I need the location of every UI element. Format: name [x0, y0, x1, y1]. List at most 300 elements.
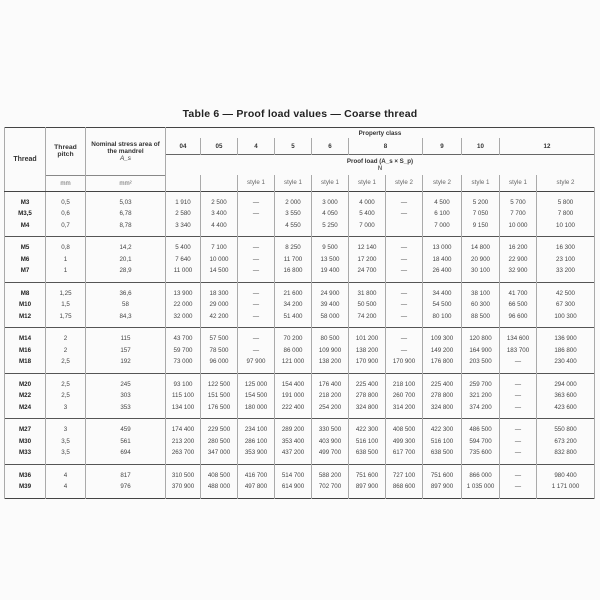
proof-load-cell: 347 000: [201, 447, 238, 464]
pitch-cell: 1: [46, 265, 86, 282]
proof-load-cell: —: [500, 356, 537, 373]
thread-cell: M22: [5, 390, 46, 402]
proof-load-cell: —: [500, 390, 537, 402]
pitch-cell: 2: [46, 328, 86, 345]
area-cell: 817: [86, 464, 166, 481]
table-row: [5, 237, 595, 254]
proof-load-cell: 18 400: [423, 254, 462, 266]
proof-load-cell: 34 400: [423, 282, 462, 299]
proof-load-cell: 324 800: [423, 402, 462, 419]
proof-load-cell: 80 100: [423, 311, 462, 328]
table-row: [5, 402, 595, 419]
header-thread-pitch: Thread pitch: [46, 128, 86, 176]
proof-load-cell: 5 800: [537, 191, 595, 208]
proof-load-cell: 363 600: [537, 390, 595, 402]
proof-load-cell: 614 900: [275, 481, 312, 498]
pitch-cell: 1,5: [46, 299, 86, 311]
proof-load-cell: 24 700: [349, 265, 386, 282]
proof-load-cell: —: [500, 402, 537, 419]
proof-load-cell: 10 100: [537, 220, 595, 237]
proof-load-cell: 4 500: [423, 191, 462, 208]
thread-cell: M18: [5, 356, 46, 373]
proof-load-cell: 897 900: [423, 481, 462, 498]
proof-load-cell: 2 500: [201, 191, 238, 208]
area-cell: 245: [86, 373, 166, 390]
proof-load-cell: 42 200: [201, 311, 238, 328]
table-row: [5, 311, 595, 328]
proof-load-label: Proof load (A_s × S_p): [346, 158, 414, 165]
area-cell: 694: [86, 447, 166, 464]
proof-load-cell: 832 800: [537, 447, 595, 464]
proof-load-cell: 100 300: [537, 311, 595, 328]
header-proof-load: [166, 155, 595, 176]
proof-load-cell: 2 580: [166, 208, 201, 220]
proof-load-cell: 138 200: [312, 356, 349, 373]
proof-load-cell: 96 000: [201, 356, 238, 373]
proof-load-cell: 97 900: [238, 356, 275, 373]
proof-load-cell: 151 500: [201, 390, 238, 402]
proof-load-cell: —: [500, 464, 537, 481]
proof-load-cell: 638 500: [349, 447, 386, 464]
proof-load-cell: 58 000: [312, 311, 349, 328]
proof-load-cell: 183 700: [500, 345, 537, 357]
stress-area-label: Nominal stress area of the mandrel: [91, 140, 160, 155]
style-10: style 1: [462, 175, 500, 191]
table-row: [5, 208, 595, 220]
proof-load-cell: 120 800: [462, 328, 500, 345]
proof-load-cell: 868 600: [386, 481, 423, 498]
proof-load-cell: 43 700: [166, 328, 201, 345]
proof-load-cell: —: [386, 254, 423, 266]
proof-load-cell: 408 500: [386, 419, 423, 436]
table-row: [5, 419, 595, 436]
proof-load-cell: 9 500: [312, 237, 349, 254]
area-cell: 353: [86, 402, 166, 419]
proof-load-cell: 751 600: [349, 464, 386, 481]
class-8: 8: [349, 138, 423, 155]
proof-load-cell: —: [500, 436, 537, 448]
proof-load-cell: 154 400: [275, 373, 312, 390]
proof-load-cell: 12 140: [349, 237, 386, 254]
proof-load-cell: 14 800: [462, 237, 500, 254]
area-cell: 157: [86, 345, 166, 357]
pitch-cell: 3: [46, 402, 86, 419]
proof-load-cell: 330 500: [312, 419, 349, 436]
pitch-cell: 1: [46, 254, 86, 266]
class-05: 05: [201, 138, 238, 155]
thread-cell: M10: [5, 299, 46, 311]
proof-load-cell: —: [238, 191, 275, 208]
proof-load-cell: 186 800: [537, 345, 595, 357]
table-row: [5, 191, 595, 208]
proof-load-cell: 499 700: [312, 447, 349, 464]
pitch-cell: 0,8: [46, 237, 86, 254]
area-cell: 5,03: [86, 191, 166, 208]
proof-load-cell: 416 700: [238, 464, 275, 481]
proof-load-cell: 314 200: [386, 402, 423, 419]
table-row: [5, 390, 595, 402]
proof-load-cell: 149 200: [423, 345, 462, 357]
thread-cell: M16: [5, 345, 46, 357]
style-5: style 1: [275, 175, 312, 191]
proof-load-cell: —: [238, 282, 275, 299]
proof-load-cell: 3 000: [312, 191, 349, 208]
proof-load-cell: 8 250: [275, 237, 312, 254]
table-row: [5, 220, 595, 237]
proof-load-cell: 980 400: [537, 464, 595, 481]
class-6: 6: [312, 138, 349, 155]
proof-load-cell: 263 700: [166, 447, 201, 464]
proof-load-cell: 121 000: [275, 356, 312, 373]
proof-load-cell: 1 910: [166, 191, 201, 208]
proof-load-cell: 638 500: [423, 447, 462, 464]
proof-load-cell: —: [500, 447, 537, 464]
proof-load-cell: 38 100: [462, 282, 500, 299]
proof-load-cell: 673 200: [537, 436, 595, 448]
proof-load-cell: 218 200: [312, 390, 349, 402]
proof-load-cell: 516 100: [423, 436, 462, 448]
proof-load-cell: 16 800: [275, 265, 312, 282]
proof-load-cell: 174 400: [166, 419, 201, 436]
proof-load-cell: 254 200: [312, 402, 349, 419]
proof-load-cell: [238, 220, 275, 237]
proof-load-cell: 225 400: [349, 373, 386, 390]
pitch-unit: mm: [46, 175, 86, 191]
proof-load-cell: 10 000: [201, 254, 238, 266]
proof-load-cell: 66 500: [500, 299, 537, 311]
table-row: [5, 436, 595, 448]
thread-cell: M14: [5, 328, 46, 345]
proof-load-cell: 5 250: [312, 220, 349, 237]
proof-load-unit: N: [377, 165, 383, 172]
table-row: [5, 447, 595, 464]
proof-load-cell: 260 700: [386, 390, 423, 402]
proof-load-cell: 514 700: [275, 464, 312, 481]
proof-load-cell: —: [238, 208, 275, 220]
proof-load-cell: 13 000: [423, 237, 462, 254]
proof-load-cell: 550 800: [537, 419, 595, 436]
proof-load-cell: 203 500: [462, 356, 500, 373]
thread-cell: M30: [5, 436, 46, 448]
proof-load-cell: 115 100: [166, 390, 201, 402]
proof-load-cell: 499 300: [386, 436, 423, 448]
proof-load-cell: 4 550: [275, 220, 312, 237]
proof-load-cell: 370 900: [166, 481, 201, 498]
area-cell: 192: [86, 356, 166, 373]
pitch-cell: 2,5: [46, 373, 86, 390]
proof-load-cell: 21 600: [275, 282, 312, 299]
area-cell: 115: [86, 328, 166, 345]
style-04: [166, 175, 201, 191]
pitch-cell: 3,5: [46, 447, 86, 464]
proof-load-cell: 423 600: [537, 402, 595, 419]
proof-load-cell: 16 300: [537, 237, 595, 254]
proof-load-cell: 321 200: [462, 390, 500, 402]
proof-load-cell: 218 100: [386, 373, 423, 390]
area-cell: 28,9: [86, 265, 166, 282]
class-9: 9: [423, 138, 462, 155]
proof-load-cell: —: [386, 237, 423, 254]
proof-load-cell: 30 100: [462, 265, 500, 282]
proof-load-cell: —: [500, 481, 537, 498]
proof-load-cell: 96 600: [500, 311, 537, 328]
area-cell: 976: [86, 481, 166, 498]
proof-load-cell: —: [238, 237, 275, 254]
proof-load-cell: 18 300: [201, 282, 238, 299]
proof-load-cell: 213 200: [166, 436, 201, 448]
proof-load-cell: 32 000: [166, 311, 201, 328]
pitch-cell: 0,7: [46, 220, 86, 237]
proof-load-cell: 50 500: [349, 299, 386, 311]
proof-load-cell: 60 300: [462, 299, 500, 311]
proof-load-cell: 101 200: [349, 328, 386, 345]
proof-load-cell: 374 200: [462, 402, 500, 419]
proof-load-cell: 437 200: [275, 447, 312, 464]
proof-load-cell: 20 900: [462, 254, 500, 266]
proof-load-cell: 29 000: [201, 299, 238, 311]
proof-load-cell: 488 000: [201, 481, 238, 498]
proof-load-cell: 310 500: [166, 464, 201, 481]
proof-load-cell: 109 300: [423, 328, 462, 345]
style-8-1: style 1: [349, 175, 386, 191]
proof-load-cell: 4 400: [201, 220, 238, 237]
proof-load-cell: —: [386, 191, 423, 208]
proof-load-cell: —: [386, 282, 423, 299]
proof-load-cell: 59 700: [166, 345, 201, 357]
proof-load-cell: 516 100: [349, 436, 386, 448]
style-6: style 1: [312, 175, 349, 191]
thread-cell: M4: [5, 220, 46, 237]
proof-load-cell: 122 500: [201, 373, 238, 390]
proof-load-cell: 16 200: [500, 237, 537, 254]
proof-load-cell: 70 200: [275, 328, 312, 345]
table-row: [5, 345, 595, 357]
proof-load-cell: 14 500: [201, 265, 238, 282]
proof-load-cell: 67 300: [537, 299, 595, 311]
proof-load-cell: 191 000: [275, 390, 312, 402]
pitch-cell: 4: [46, 464, 86, 481]
proof-load-cell: 735 600: [462, 447, 500, 464]
proof-load-cell: 353 900: [238, 447, 275, 464]
proof-load-cell: —: [238, 328, 275, 345]
area-cell: 20,1: [86, 254, 166, 266]
proof-load-cell: 594 700: [462, 436, 500, 448]
proof-load-cell: 31 800: [349, 282, 386, 299]
pitch-cell: 2,5: [46, 356, 86, 373]
style-12-2: style 2: [537, 175, 595, 191]
table-row: [5, 265, 595, 282]
class-04: 04: [166, 138, 201, 155]
proof-load-cell: 408 500: [201, 464, 238, 481]
class-5: 5: [275, 138, 312, 155]
proof-load-cell: —: [238, 311, 275, 328]
thread-cell: M12: [5, 311, 46, 328]
proof-load-cell: 57 500: [201, 328, 238, 345]
pitch-cell: 3,5: [46, 436, 86, 448]
proof-load-cell: 9 150: [462, 220, 500, 237]
proof-load-cell: 286 100: [238, 436, 275, 448]
class-10: 10: [462, 138, 500, 155]
proof-load-cell: 422 300: [349, 419, 386, 436]
proof-load-cell: 234 100: [238, 419, 275, 436]
proof-load-cell: 230 400: [537, 356, 595, 373]
proof-load-cell: 138 200: [349, 345, 386, 357]
pitch-cell: 1,75: [46, 311, 86, 328]
pitch-cell: 2,5: [46, 390, 86, 402]
proof-load-cell: 702 700: [312, 481, 349, 498]
proof-load-cell: 13 500: [312, 254, 349, 266]
proof-load-cell: 7 700: [500, 208, 537, 220]
thread-cell: M27: [5, 419, 46, 436]
thread-cell: M5: [5, 237, 46, 254]
proof-load-cell: 13 900: [166, 282, 201, 299]
proof-load-cell: 22 000: [166, 299, 201, 311]
proof-load-cell: 176 400: [312, 373, 349, 390]
proof-load-cell: 294 000: [537, 373, 595, 390]
proof-load-cell: 7 000: [423, 220, 462, 237]
table-row: [5, 356, 595, 373]
table-title: Table 6 — Proof load values — Coarse thread: [182, 108, 418, 120]
proof-load-cell: 486 500: [462, 419, 500, 436]
proof-load-cell: 4 050: [312, 208, 349, 220]
proof-load-cell: 54 500: [423, 299, 462, 311]
proof-load-cell: 278 800: [349, 390, 386, 402]
proof-load-cell: 7 800: [537, 208, 595, 220]
area-unit: mm²: [86, 175, 166, 191]
proof-load-cell: 5 700: [500, 191, 537, 208]
thread-cell: M24: [5, 402, 46, 419]
proof-load-cell: —: [238, 345, 275, 357]
proof-load-cell: 11 000: [166, 265, 201, 282]
proof-load-cell: 10 000: [500, 220, 537, 237]
proof-load-cell: 280 500: [201, 436, 238, 448]
pitch-cell: 2: [46, 345, 86, 357]
proof-load-cell: —: [500, 419, 537, 436]
proof-load-cell: 93 100: [166, 373, 201, 390]
proof-load-cell: 42 500: [537, 282, 595, 299]
table-row: [5, 464, 595, 481]
thread-cell: M3,5: [5, 208, 46, 220]
table-body: [5, 191, 595, 498]
thread-cell: M39: [5, 481, 46, 498]
area-cell: 561: [86, 436, 166, 448]
proof-load-cell: 11 700: [275, 254, 312, 266]
proof-load-cell: 4 000: [349, 191, 386, 208]
proof-load-cell: 727 100: [386, 464, 423, 481]
proof-load-cell: 866 000: [462, 464, 500, 481]
table-row: [5, 373, 595, 390]
area-cell: 36,6: [86, 282, 166, 299]
proof-load-cell: 73 000: [166, 356, 201, 373]
style-4: style 1: [238, 175, 275, 191]
proof-load-cell: 78 500: [201, 345, 238, 357]
area-cell: 8,78: [86, 220, 166, 237]
proof-load-cell: 1 171 000: [537, 481, 595, 498]
proof-load-cell: 617 700: [386, 447, 423, 464]
pitch-cell: 3: [46, 419, 86, 436]
proof-load-cell: 39 400: [312, 299, 349, 311]
table-row: [5, 328, 595, 345]
stress-area-symbol: A_s: [119, 154, 131, 162]
proof-load-cell: 3 340: [166, 220, 201, 237]
proof-load-cell: 5 400: [166, 237, 201, 254]
proof-load-cell: 170 900: [386, 356, 423, 373]
proof-load-cell: [386, 220, 423, 237]
pitch-cell: 0,5: [46, 191, 86, 208]
proof-load-cell: 278 800: [423, 390, 462, 402]
style-9: style 2: [423, 175, 462, 191]
proof-load-cell: 22 900: [500, 254, 537, 266]
class-4: 4: [238, 138, 275, 155]
proof-load-cell: 176 500: [201, 402, 238, 419]
proof-load-cell: 229 500: [201, 419, 238, 436]
proof-load-cell: 422 300: [423, 419, 462, 436]
proof-load-cell: 19 400: [312, 265, 349, 282]
proof-load-cell: 170 900: [349, 356, 386, 373]
proof-load-cell: 324 800: [349, 402, 386, 419]
thread-cell: M33: [5, 447, 46, 464]
pitch-cell: 4: [46, 481, 86, 498]
pitch-cell: 0,6: [46, 208, 86, 220]
proof-load-cell: —: [386, 265, 423, 282]
proof-load-cell: 23 100: [537, 254, 595, 266]
proof-load-cell: 3 550: [275, 208, 312, 220]
proof-load-cell: 7 050: [462, 208, 500, 220]
thread-cell: M8: [5, 282, 46, 299]
table-row: [5, 254, 595, 266]
proof-load-cell: 24 900: [312, 282, 349, 299]
thread-cell: M36: [5, 464, 46, 481]
proof-load-cell: 897 900: [349, 481, 386, 498]
thread-cell: M7: [5, 265, 46, 282]
proof-load-cell: 80 500: [312, 328, 349, 345]
proof-load-cell: 33 200: [537, 265, 595, 282]
proof-load-cell: —: [386, 311, 423, 328]
proof-load-cell: —: [386, 328, 423, 345]
proof-load-cell: —: [238, 265, 275, 282]
pitch-cell: 1,25: [46, 282, 86, 299]
area-cell: 303: [86, 390, 166, 402]
style-8-2: style 2: [386, 175, 423, 191]
proof-load-cell: 136 900: [537, 328, 595, 345]
header-thread: Thread: [5, 128, 46, 192]
proof-load-cell: 88 500: [462, 311, 500, 328]
proof-load-cell: 109 900: [312, 345, 349, 357]
proof-load-cell: 17 200: [349, 254, 386, 266]
proof-load-cell: 41 700: [500, 282, 537, 299]
proof-load-cell: 134 600: [500, 328, 537, 345]
area-cell: 14,2: [86, 237, 166, 254]
header-stress-area: [86, 128, 166, 176]
proof-load-cell: 588 200: [312, 464, 349, 481]
proof-load-cell: 32 900: [500, 265, 537, 282]
proof-load-cell: 7 000: [349, 220, 386, 237]
proof-load-cell: 2 000: [275, 191, 312, 208]
proof-load-cell: 751 600: [423, 464, 462, 481]
proof-load-cell: 74 200: [349, 311, 386, 328]
thread-cell: M6: [5, 254, 46, 266]
proof-load-cell: 180 000: [238, 402, 275, 419]
proof-load-cell: 134 100: [166, 402, 201, 419]
proof-load-cell: —: [386, 345, 423, 357]
proof-load-cell: —: [500, 373, 537, 390]
area-cell: 84,3: [86, 311, 166, 328]
class-12: 12: [500, 138, 595, 155]
proof-load-cell: 176 800: [423, 356, 462, 373]
thread-cell: M3: [5, 191, 46, 208]
proof-load-cell: 125 000: [238, 373, 275, 390]
thread-cell: M20: [5, 373, 46, 390]
